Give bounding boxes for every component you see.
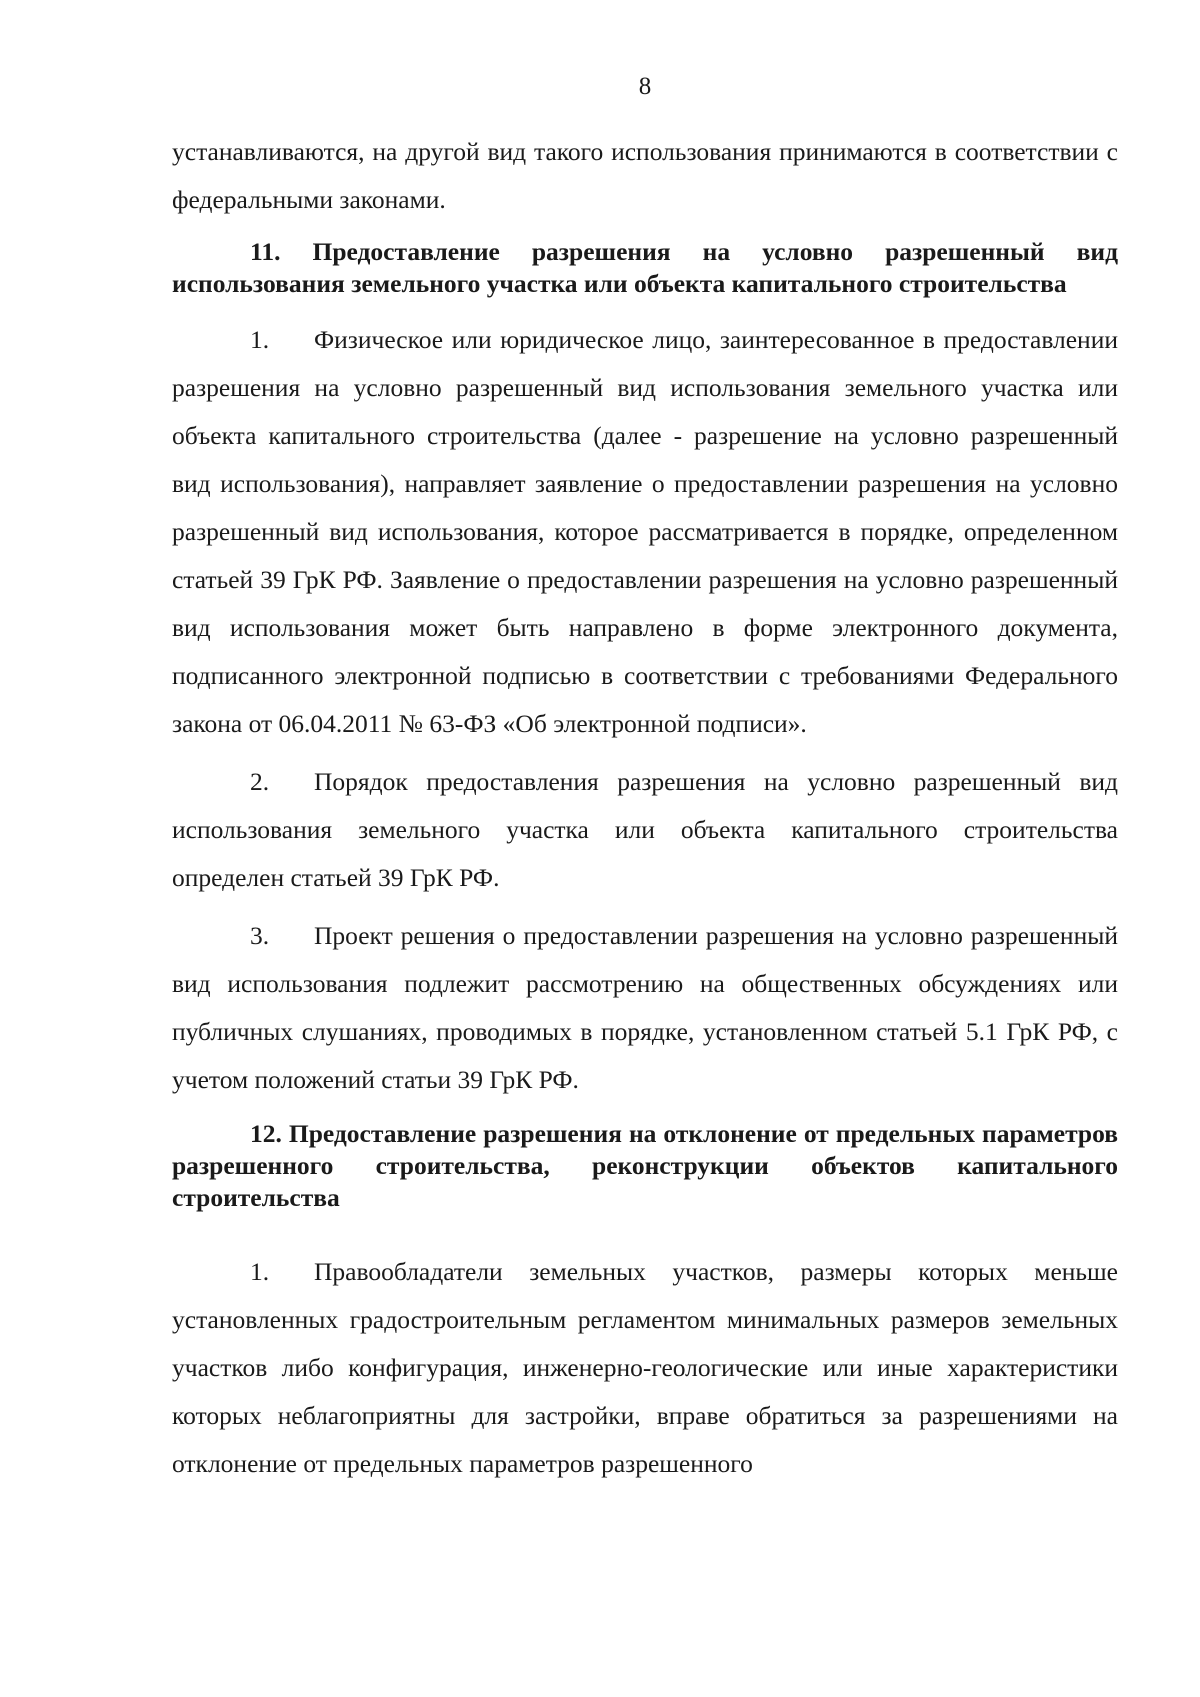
item-text: Проект решения о предоставлении разрешения на условно разрешенный вид использования подлежит рассмотрению на общественных обсуждениях или публичных слушаниях, проводимых в порядке, установленном статьей 5.1 ГрК РФ, с учетом положений статьи 39 ГрК РФ. [172, 921, 1118, 1094]
item-text: Порядок предоставления разрешения на условно разрешенный вид использования земельного участка или объекта капитального строительства определен статьей 39 ГрК РФ. [172, 767, 1118, 892]
page-content [172, 128, 1118, 1488]
item-number: 1. [250, 1257, 270, 1286]
continuation-paragraph: устанавливаются, на другой вид такого использования принимаются в соответствии с федеральными законами. [172, 137, 1118, 214]
page-number: 8 [638, 73, 652, 100]
section-11-heading: 11. Предоставление разрешения на условно разрешенный вид использования земельного участка или объекта капитального строительства [172, 237, 1118, 298]
section-11-item-1 [172, 316, 1118, 748]
section-11-item-2 [172, 758, 1118, 902]
item-number: 3. [250, 921, 270, 950]
section-11-item-3 [172, 912, 1118, 1104]
item-number: 1. [250, 325, 270, 354]
section-12-item-1 [172, 1248, 1118, 1488]
item-text: Правообладатели земельных участков, размеры которых меньше установленных градостроительным регламентом минимальных размеров земельных участков либо конфигурация, инженерно-геологические или иные характеристики которых неблагоприятны для застройки, вправе обратиться за разрешениями на отклонение от предельных параметров разрешенного [172, 1257, 1118, 1478]
item-number: 2. [250, 767, 270, 796]
item-text: Физическое или юридическое лицо, заинтересованное в предоставлении разрешения на условно разрешенный вид использования земельного участка или объекта капитального строительства (далее - разрешение на условно разрешенный вид использования), направляет заявление о предоставлении разрешения на условно разрешенный вид использования, которое рассматривается в порядке, определенном статьей 39 ГрК РФ. Заявление о предоставлении разрешения на условно разрешенный вид использования может быть направлено в форме электронного документа, подписанного электронной подписью в соответствии с требованиями Федерального закона от 06.04.2011 № 63-ФЗ «Об электронной подписи». [172, 325, 1118, 738]
section-12-heading: 12. Предоставление разрешения на отклонение от предельных параметров разрешенного строительства, реконструкции объектов капитального строительства [172, 1119, 1118, 1212]
